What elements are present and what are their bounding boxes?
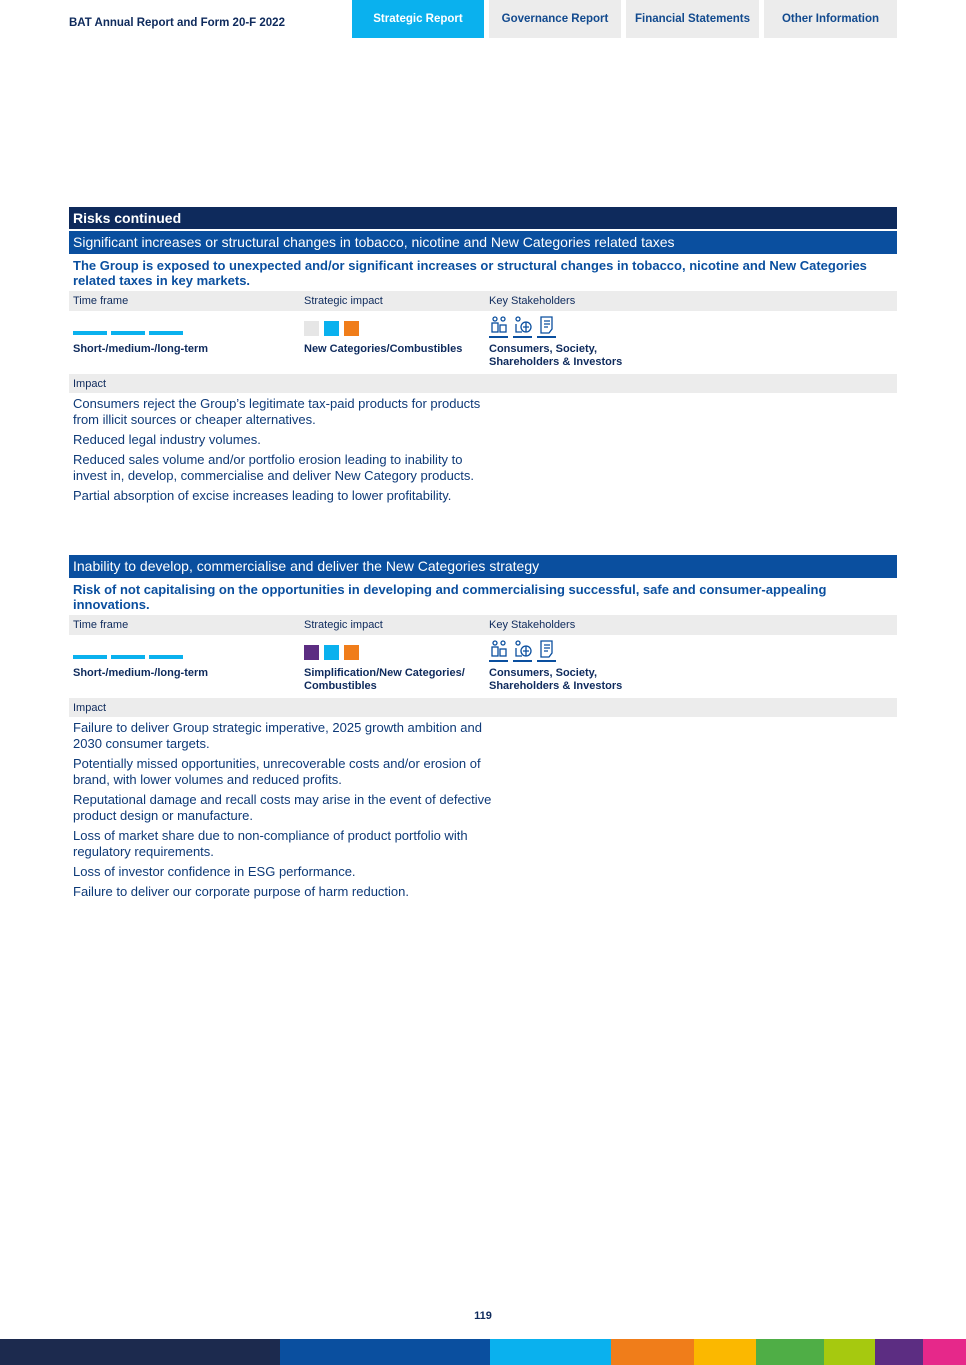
impact-item: Consumers reject the Group’s legitimate tax-paid products for products from illicit sources or cheaper alternatives.	[73, 396, 481, 427]
stakeholder-icons	[489, 316, 556, 338]
stakeholder-icons	[489, 640, 556, 662]
section-nav	[352, 0, 897, 38]
time-frame-bar-long	[149, 655, 183, 659]
time-frame-value: Short-/medium-/long-term	[73, 667, 209, 679]
risk-attributes	[69, 311, 897, 374]
strategic-impact-line: Simplification/New Categories/	[304, 667, 465, 679]
strip-segment	[824, 1339, 875, 1365]
strategic-impact-swatches	[304, 645, 359, 660]
shareholders-icon	[537, 316, 556, 338]
strategic-impact-value	[304, 667, 465, 693]
stakeholders-line: Consumers, Society,	[489, 343, 597, 355]
time-frame-bar-medium	[111, 655, 145, 659]
time-frame-value: Short-/medium-/long-term	[73, 343, 209, 355]
risk-description: Risk of not capitalising on the opportunities in developing and commercialising successful, safe and consumer-appealing innovations.	[73, 582, 827, 612]
brand-color-strip	[0, 1339, 966, 1365]
strip-segment	[923, 1339, 966, 1365]
strategic-impact-line: Combustibles	[304, 680, 377, 692]
time-frame-label: Time frame	[73, 295, 129, 307]
impact-item: Partial absorption of excise increases leading to lower profitability.	[73, 488, 452, 503]
strip-segment	[756, 1339, 824, 1365]
strip-segment	[490, 1339, 611, 1365]
strategic-swatch	[304, 321, 319, 336]
shareholders-icon	[537, 640, 556, 662]
time-frame-indicator	[73, 655, 183, 659]
strategic-impact-value: New Categories/Combustibles	[304, 343, 463, 355]
strategic-swatch	[324, 321, 339, 336]
impact-item: Loss of market share due to non-compliance of product portfolio with regulatory requirements.	[73, 828, 468, 859]
risk-title: Inability to develop, commercialise and deliver the New Categories strategy	[69, 555, 897, 578]
society-icon	[513, 316, 532, 338]
strip-segment	[0, 1339, 280, 1365]
key-stakeholders-label: Key Stakeholders	[489, 295, 576, 307]
impact-item: Reputational damage and recall costs may arise in the event of defective product design or manufacture.	[73, 792, 492, 823]
stakeholders-line: Shareholders & Investors	[489, 356, 623, 368]
strip-segment	[611, 1339, 694, 1365]
strategic-swatch	[304, 645, 319, 660]
page-number: 119	[474, 1310, 492, 1322]
label-row	[69, 291, 897, 311]
impact-item: Reduced sales volume and/or portfolio erosion leading to inability to invest in, develop, commercialise and deliver New Category products.	[73, 452, 475, 483]
stakeholders-line: Consumers, Society,	[489, 667, 597, 679]
strip-segment	[694, 1339, 756, 1365]
tab-financial-statements[interactable]: Financial Statements	[626, 0, 759, 38]
impact-item: Loss of investor confidence in ESG performance.	[73, 864, 356, 879]
strategic-swatch	[324, 645, 339, 660]
risk-attributes	[69, 635, 897, 698]
risk-description: The Group is exposed to unexpected and/or significant increases or structural changes in tobacco, nicotine and New Categories related taxes in key markets.	[73, 258, 867, 288]
impact-list	[69, 393, 499, 504]
strategic-swatch	[344, 645, 359, 660]
stakeholders-value	[489, 667, 622, 693]
impact-item: Potentially missed opportunities, unrecoverable costs and/or erosion of brand, with lower volumes and reduced profits.	[73, 756, 481, 787]
impact-label: Impact	[69, 374, 897, 393]
key-stakeholders-label: Key Stakeholders	[489, 619, 576, 631]
strip-segment	[280, 1339, 490, 1365]
strategic-impact-label: Strategic impact	[304, 619, 383, 631]
strategic-swatch	[344, 321, 359, 336]
tab-governance-report[interactable]: Governance Report	[489, 0, 621, 38]
document-title: BAT Annual Report and Form 20-F 2022	[69, 17, 285, 29]
strategic-impact-swatches	[304, 321, 359, 336]
risk-block-new-categories	[69, 553, 897, 904]
risk-title: Significant increases or structural changes in tobacco, nicotine and New Categories related taxes	[69, 231, 897, 254]
impact-item: Failure to deliver Group strategic imperative, 2025 growth ambition and 2030 consumer targets.	[73, 720, 482, 751]
stakeholders-value	[489, 343, 622, 369]
section-header: Risks continued	[69, 207, 897, 229]
time-frame-bar-short	[73, 331, 107, 335]
time-frame-label: Time frame	[73, 619, 129, 631]
tab-other-information[interactable]: Other Information	[764, 0, 897, 38]
consumers-icon	[489, 640, 508, 662]
time-frame-bar-long	[149, 331, 183, 335]
impact-list	[69, 717, 499, 900]
time-frame-bar-medium	[111, 331, 145, 335]
tab-strategic-report[interactable]: Strategic Report	[352, 0, 484, 38]
impact-label: Impact	[69, 698, 897, 717]
time-frame-indicator	[73, 331, 183, 335]
consumers-icon	[489, 316, 508, 338]
time-frame-bar-short	[73, 655, 107, 659]
society-icon	[513, 640, 532, 662]
strategic-impact-label: Strategic impact	[304, 295, 383, 307]
strip-segment	[875, 1339, 923, 1365]
stakeholders-line: Shareholders & Investors	[489, 680, 623, 692]
label-row	[69, 615, 897, 635]
risk-block-taxes	[69, 207, 897, 508]
impact-item: Reduced legal industry volumes.	[73, 432, 261, 447]
impact-item: Failure to deliver our corporate purpose of harm reduction.	[73, 884, 410, 899]
